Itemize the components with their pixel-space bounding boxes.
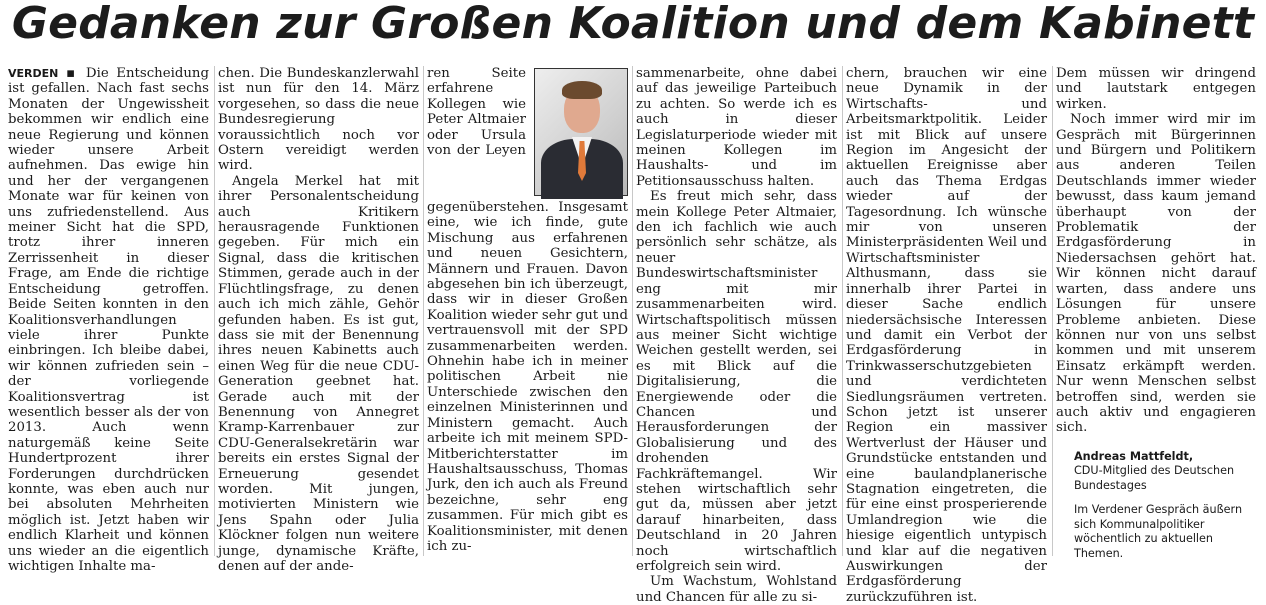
paragraph: Noch immer wird mir im Gespräch mit Bürgerinnen und Bürgern und Politikern aus anderen Teilen Deutschlands immer wieder bewusst, dass kaum jemand überhaupt von der Problematik der Erdgasförderung in Niedersachsen gehört hat. Wir können nicht darauf warten, dass andere uns Lösungen für unsere Probleme anbieten. Diese können nur von uns selbst kommen und mit unserem Einsatz erkämpft werden. Nur wenn Menschen selbst betroffen sind, werden sie auch aktiv und engagieren sich. bbox=[1056, 112, 1256, 436]
paragraph-text: Die Entscheidung ist gefallen. Nach fast sechs Monaten der Ungewissheit bekommen wir endlich eine neue Regierung und können wieder unsere Arbeit aufnehmen. Das ewige hin und her der vergangenen Monate war für keinen von uns zufriedenstellend. Aus meiner Sicht hat die SPD, trotz ihrer inneren Zerrissenheit in dieser Frage, am Ende die richtige Entscheidung getroffen. Beide Seiten konnten in den Koalitionsverhandlungen viele ihrer Punkte einbringen. Ich bleibe dabei, wir können zufrieden sein – der vorliegende Koalitionsvertrag ist wesentlich besser als der von 2013. Auch wenn naturgemäß keine Seite Hundertprozent ihrer Forderungen durchdrücken konnte, was eben auch nur bei absoluten Mehrheiten möglich ist. Jetzt haben wir endlich Klarheit und können uns wieder an die eigentlich wichtigen Inhalte ma- bbox=[8, 66, 210, 574]
article-column-1 bbox=[8, 66, 214, 574]
column-divider bbox=[423, 66, 424, 556]
paragraph: Angela Merkel hat mit ihrer Personalentscheidung auch Kritikern herausragende Funktionen gegeben. Für mich ein Signal, dass die kritischen Stimmen, gerade auch in der Flüchtlingsfrage, zu denen auch ich mich zähle, Gehör gefunden haben. Es ist gut, dass sie mit der Benennung ihres neuen Kabinetts auch einen Weg für die neue CDU-Generation geebnet hat. Gerade auch mit der Benennung von Annegret Kramp-Karrenbauer zur CDU-Generalsekretärin war bereits ein erstes Signal der Erneuerung gesendet worden. Mit jungen, motivierten Ministern wie Jens Spahn oder Julia Klöckner folgen nun weitere junge, dynamische Kräfte, denen auf der ande- bbox=[218, 173, 419, 574]
paragraph: chern, brauchen wir eine neue Dynamik in der Wirtschafts- und Arbeitsmarktpolitik. Leider ist mit Blick auf unsere Region im Angesicht der aktuellen Ereignisse aber auch das Thema Erdgas wieder auf der Tagesordnung. Ich wünsche mir von unseren Ministerpräsidenten Weil und Wirtschaftsminister Althusmann, dass sie innerhalb ihrer Partei in dieser Sache endlich niedersächsische Interessen und damit ein Verbot der Erdgasförderung in Trinkwasserschutzgebieten und verdichteten Siedlungsräumen vertreten. Schon jetzt ist unserer Region ein massiver Wertverlust der Häuser und Grundstücke entstanden und eine baulandplanerische Stagnation eingetreten, die für eine einst prosperierende Umlandregion wie die hiesige eigentlich untypisch und klar auf die negativen Auswirkungen der Erdgasförderung zurückzuführen ist. bbox=[846, 66, 1047, 605]
paragraph: sammenarbeite, ohne dabei auf das jeweilige Parteibuch zu achten. So werde ich es auch in dieser Legislaturperiode wieder mit meinen Kollegen im Haushalts- und im Petitionsausschuss halten. bbox=[636, 66, 837, 189]
paragraph bbox=[8, 66, 209, 574]
article-column-6 bbox=[1056, 66, 1261, 558]
headline: Gedanken zur Großen Koalition und dem Kabinett bbox=[11, 0, 1255, 49]
paragraph: Um Wachstum, Wohlstand und Chancen für alle zu si- bbox=[636, 574, 837, 605]
paragraph: ren Seite erfahrene Kollegen wie Peter Altmaier oder Ursula von der Leyen gegenüberstehen. Insgesamt eine, wie ich finde, gute Mischung aus erfahrenen und neuen Gesichtern, Männern und Frauen. Davon abgesehen bin ich überzeugt, dass wir in dieser Großen Koalition wieder sehr gut und vertrauensvoll mit der SPD zusammenarbeiten werden. Ohnehin habe ich in meiner politischen Arbeit nie Unterschiede zwischen den einzelnen Ministerinnen und Ministern gemacht. Auch arbeite ich mit meinem SPD-Mitberichterstatter im Haushaltsausschuss, Thomas Jurk, den ich auch als Freund bezeichne, sehr eng zusammen. Für mich gibt es Koalitionsminister, mit denen ich zu- bbox=[427, 66, 628, 554]
paragraph: Dem müssen wir dringend und lautstark entgegen wirken. bbox=[1056, 66, 1256, 112]
article-column-4 bbox=[636, 66, 842, 605]
article-column-3 bbox=[427, 66, 633, 558]
author-photo bbox=[534, 68, 628, 196]
article-column-5 bbox=[846, 66, 1052, 605]
author-signature bbox=[1056, 450, 1256, 562]
dateline: VERDEN bbox=[8, 67, 59, 80]
series-note: Im Verdener Gespräch äußern sich Kommunalpolitiker wöchentlich zu aktuellen Themen. bbox=[1074, 503, 1243, 560]
dateline-mark: ▪ bbox=[65, 66, 79, 81]
paragraph: Es freut mich sehr, dass mein Kollege Peter Altmaier, den ich fachlich wie auch persönlich sehr schätze, als neuer Bundeswirtschaftsminister eng mit mir zusammenarbeiten wird. Wirtschaftspolitisch müssen aus meiner Sicht wichtige Weichen gestellt werden, sei es mit Blick auf die Digitalisierung, die Energiewende oder die Chancen und Herausforderungen der Globalisierung und des drohenden Fachkräftemangel. Wir stehen wirtschaftlich sehr gut da, müssen aber jetzt darauf hinarbeiten, dass Deutschland in 20 Jahren noch wirtschaftlich erfolgreich sein wird. bbox=[636, 189, 837, 574]
paragraph: chen. Die Bundeskanzlerwahl ist nun für den 14. März vorgesehen, so dass die neue Bundesregierung voraussichtlich noch vor Ostern vereidigt werden wird. bbox=[218, 66, 419, 174]
article-column-2 bbox=[218, 66, 424, 574]
column-divider bbox=[632, 66, 633, 556]
author-name: Andreas Mattfeldt, bbox=[1074, 449, 1194, 463]
column-divider bbox=[214, 66, 215, 556]
column-divider bbox=[1052, 66, 1053, 556]
author-role: CDU-Mitglied des Deutschen Bundestages bbox=[1074, 464, 1235, 492]
column-divider bbox=[842, 66, 843, 556]
